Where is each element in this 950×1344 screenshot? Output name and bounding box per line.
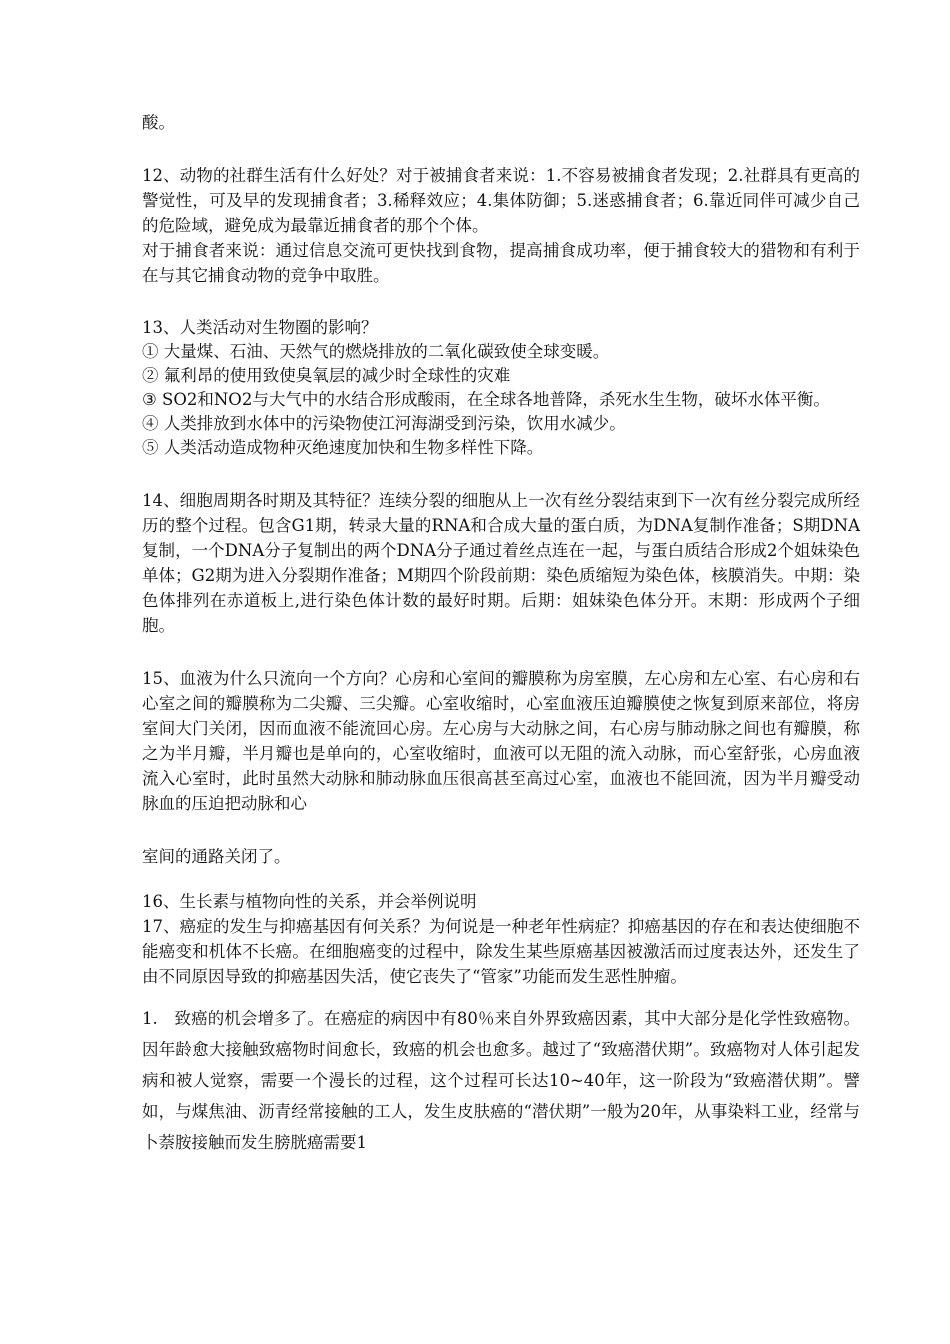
spacer — [142, 989, 860, 1003]
question-12: 12、动物的社群生活有什么好处？对于被捕食者来说：1.不容易被捕食者发现；2.社群具有更高的警觉性，可及早的发现捕食者；3.稀释效应；4.集体防御；5.迷惑捕食者；6.靠近同伴可减少自己的危险域，避免成为最靠近捕食者的那个个体。 — [142, 166, 860, 235]
question-12-predator: 对于捕食者来说：通过信息交流可更快找到食物，提高捕食成功率，便于捕食较大的猎物和有利于在与其它捕食动物的竞争中取胜。 — [142, 241, 860, 285]
list-item: ① 大量煤、石油、天然气的燃烧排放的二氧化碳致使全球变暖。 — [142, 342, 610, 361]
list-item: ⑤ 人类活动造成物种灭绝速度加快和生物多样性下降。 — [142, 438, 544, 457]
question-13-title: 13、人类活动对生物圈的影响？ — [142, 318, 378, 337]
spacer — [142, 869, 860, 889]
spacer — [142, 460, 860, 488]
question-14: 14、细胞周期各时期及其特征？连续分裂的细胞从上一次有丝分裂结束到下一次有丝分裂完成所经历的整个过程。包含G1期，转录大量的RNA和合成大量的蛋白质，为DNA复制作准备；S期DNA复制，一个DNA分子复制出的两个DNA分子通过着丝点连在一起，与蛋白质结合形成2个姐妹染色单体；G2期为进入分裂期作准备；M期四个阶段前期：染色质缩短为染色体，核膜消失。中期：染色体排列在赤道板上,进行染色体计数的最好时期。后期：姐妹染色体分开。末期：形成两个子细胞。 — [142, 491, 860, 635]
list-item: ③ SO2和NO2与大气中的水结合形成酸雨，在全球各地普降，杀死水生生物，破坏水体平衡。 — [142, 390, 830, 409]
document-page — [142, 110, 860, 1158]
list-item: ② 氟利昂的使用致使臭氧层的减少时全球性的灾难 — [142, 366, 511, 385]
spacer — [142, 638, 860, 666]
question-16: 16、生长素与植物向性的关系，并会举例说明 — [142, 892, 477, 911]
paragraph-acid-end: 酸。 — [142, 113, 175, 132]
point-1-aging-cause: 1. 致癌的机会增多了。在癌症的病因中有80％来自外界致癌因素，其中大部分是化学性致癌物。因年龄愈大接触致癌物时间愈长，致癌的机会也愈多。越过了“致癌潜伏期”。致癌物对人体引起发病和被人觉察，需要一个漫长的过程，这个过程可长达10~40年，这一阶段为“致癌潜伏期”。譬如，与煤焦油、沥青经常接触的工人，发生皮肤癌的“潜伏期”一般为20年，从事染料工业，经常与卜萘胺接触而发生膀胱癌需要1 — [142, 1009, 860, 1152]
question-15: 15、血液为什么只流向一个方向？心房和心室间的瓣膜称为房室膜，左心房和左心室、右心房和右心室之间的瓣膜称为二尖瓣、三尖瓣。心室收缩时，心室血液压迫瓣膜使之恢复到原来部位，将房室间大门关闭，因而血液不能流回心房。左心房与大动脉之间，右心房与肺动脉之间也有瓣膜，称之为半月瓣，半月瓣也是单向的，心室收缩时，血液可以无阻的流入动脉，而心室舒张，心房血液流入心室时，此时虽然大动脉和肺动脉血压很高甚至高过心室，血液也不能回流，因为半月瓣受动脉血的压迫把动脉和心 — [142, 669, 860, 813]
question-17: 17、癌症的发生与抑癌基因有何关系？为何说是一种老年性病症？抑癌基因的存在和表达使细胞不能癌变和机体不长癌。在细胞癌变的过程中，除发生某些原癌基因被激活而过度表达外，还发生了由不同原因导致的抑癌基因失活，使它丧失了“管家”功能而发生恶性肿瘤。 — [142, 917, 860, 986]
question-15-continued: 室间的通路关闭了。 — [142, 847, 291, 866]
spacer — [142, 135, 860, 163]
list-item: ④ 人类排放到水体中的污染物使江河海湖受到污染，饮用水减少。 — [142, 414, 626, 433]
spacer — [142, 288, 860, 316]
spacer — [142, 816, 860, 844]
